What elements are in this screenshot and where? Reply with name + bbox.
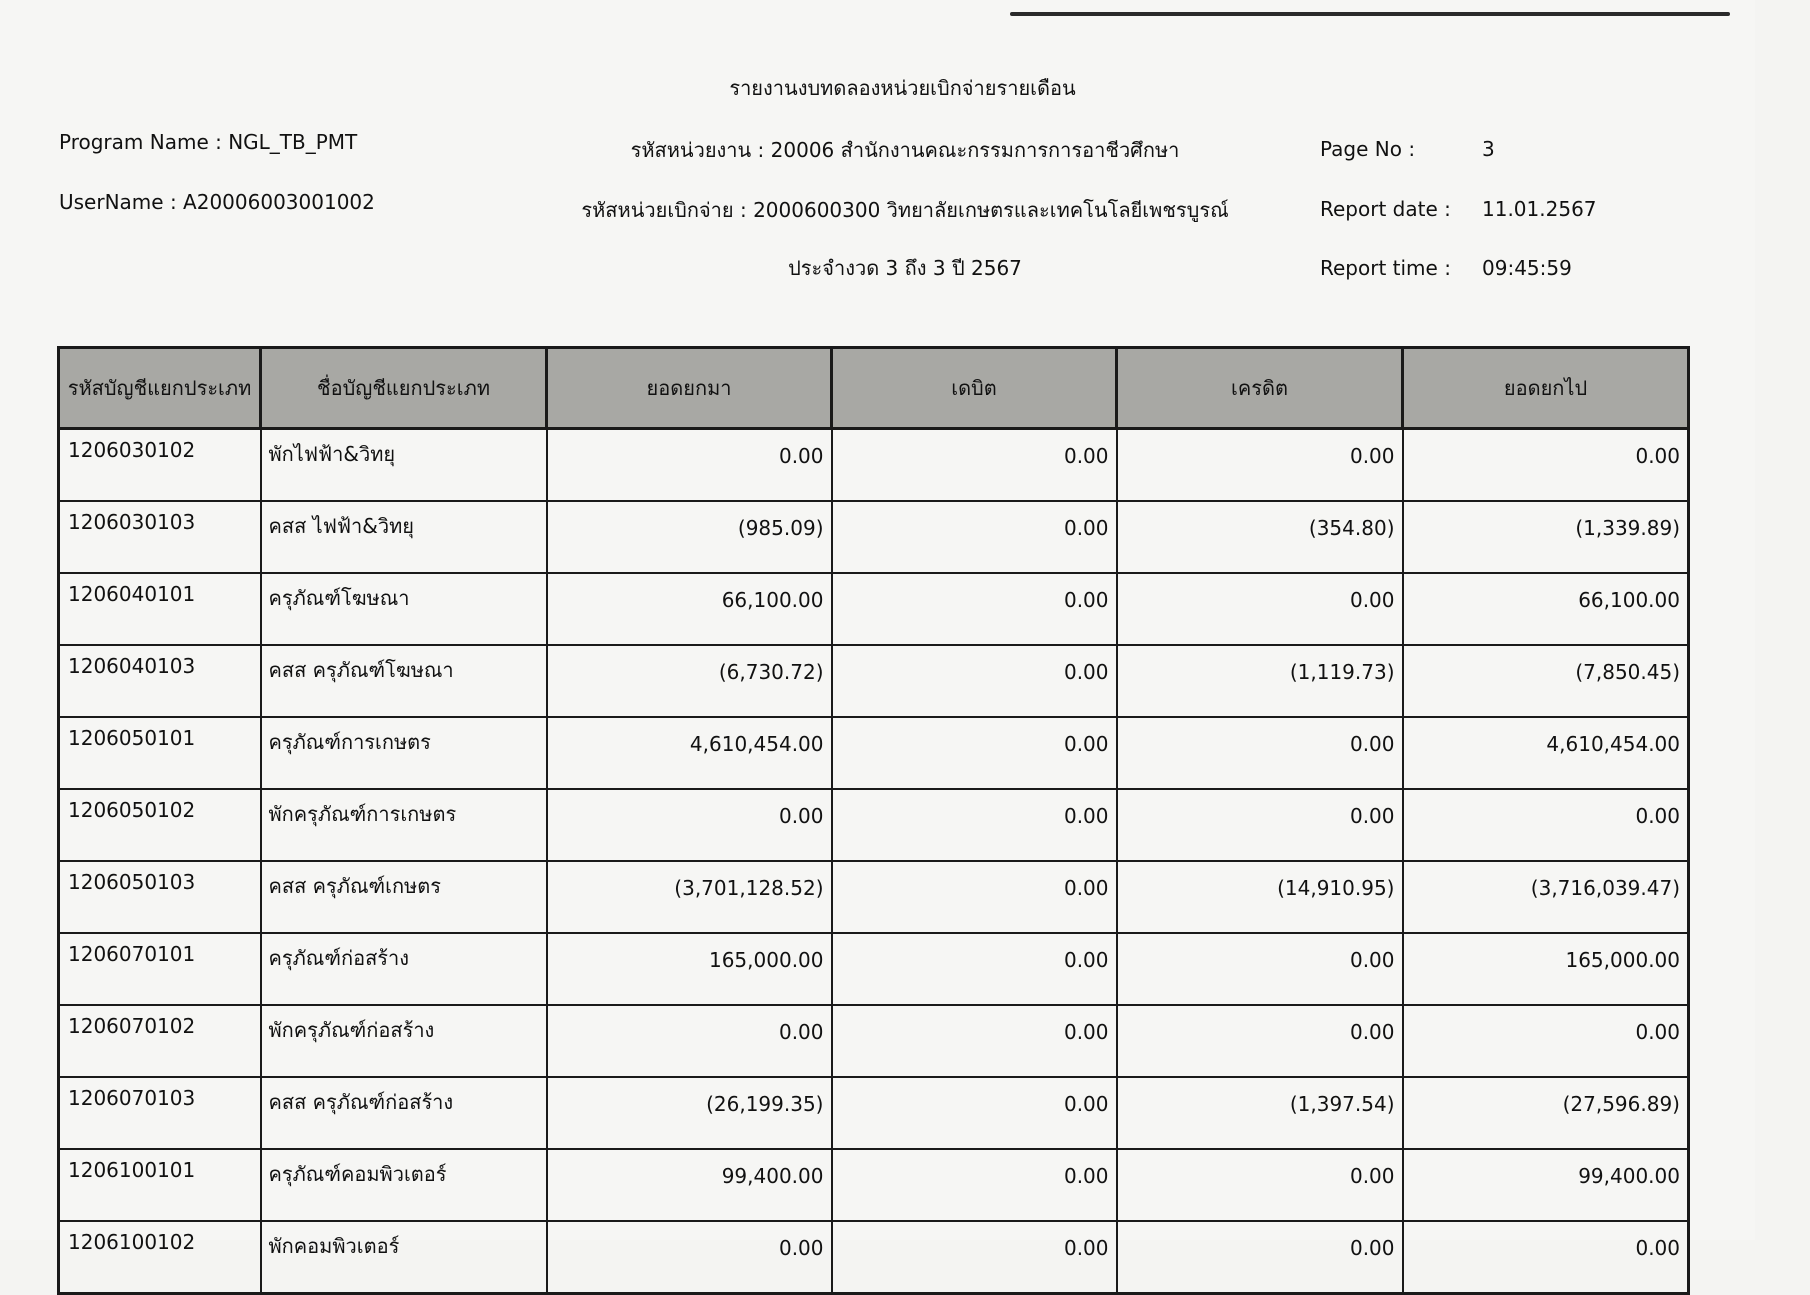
account-code-cell: 1206050101 [59, 717, 261, 789]
carried-forward-cell: 66,100.00 [1403, 573, 1689, 645]
credit-cell: 0.00 [1117, 1221, 1403, 1294]
credit-cell: 0.00 [1117, 933, 1403, 1005]
account-code-cell: 1206070102 [59, 1005, 261, 1077]
account-code-cell: 1206070101 [59, 933, 261, 1005]
debit-cell: 0.00 [832, 1005, 1117, 1077]
table-row [59, 573, 1689, 645]
account-code-cell: 1206040103 [59, 645, 261, 717]
brought-forward-cell: 0.00 [547, 429, 832, 502]
account-name-cell: ครุภัณฑ์โฆษณา [261, 573, 547, 645]
table-row [59, 429, 1689, 502]
report-date-value: 11.01.2567 [1482, 197, 1597, 221]
column-header-brought-forward: ยอดยกมา [547, 348, 832, 429]
credit-cell: 0.00 [1117, 1149, 1403, 1221]
brought-forward-cell: (26,199.35) [547, 1077, 832, 1149]
carried-forward-cell: 0.00 [1403, 789, 1689, 861]
table-row [59, 861, 1689, 933]
debit-cell: 0.00 [832, 1149, 1117, 1221]
debit-cell: 0.00 [832, 1221, 1117, 1294]
debit-cell: 0.00 [832, 573, 1117, 645]
debit-cell: 0.00 [832, 717, 1117, 789]
account-code-cell: 1206050103 [59, 861, 261, 933]
credit-cell: (1,397.54) [1117, 1077, 1403, 1149]
account-name-cell: คสส ครุภัณฑ์ก่อสร้าง [261, 1077, 547, 1149]
ledger-header-row [59, 348, 1689, 429]
credit-cell: (14,910.95) [1117, 861, 1403, 933]
carried-forward-cell: (7,850.45) [1403, 645, 1689, 717]
carried-forward-cell: (27,596.89) [1403, 1077, 1689, 1149]
account-name-cell: คสส ครุภัณฑ์โฆษณา [261, 645, 547, 717]
credit-cell: 0.00 [1117, 1005, 1403, 1077]
ledger-body [59, 429, 1689, 1294]
account-code-cell: 1206070103 [59, 1077, 261, 1149]
debit-cell: 0.00 [832, 429, 1117, 502]
column-header-account-name: ชื่อบัญชีแยกประเภท [261, 348, 547, 429]
account-name-cell: ครุภัณฑ์คอมพิวเตอร์ [261, 1149, 547, 1221]
debit-cell: 0.00 [832, 645, 1117, 717]
account-name-cell: พักคอมพิวเตอร์ [261, 1221, 547, 1294]
column-header-carried-forward: ยอดยกไป [1403, 348, 1689, 429]
debit-cell: 0.00 [832, 789, 1117, 861]
brought-forward-cell: 4,610,454.00 [547, 717, 832, 789]
report-date-label: Report date : [1320, 197, 1451, 221]
account-code-cell: 1206030102 [59, 429, 261, 502]
carried-forward-cell: 0.00 [1403, 1005, 1689, 1077]
account-name-cell: พักไฟฟ้า&วิทยุ [261, 429, 547, 502]
credit-cell: 0.00 [1117, 717, 1403, 789]
table-row [59, 501, 1689, 573]
carried-forward-cell: (3,716,039.47) [1403, 861, 1689, 933]
account-name-cell: พักครุภัณฑ์การเกษตร [261, 789, 547, 861]
page-no-value: 3 [1482, 137, 1495, 161]
brought-forward-cell: 0.00 [547, 789, 832, 861]
column-header-credit: เครดิต [1117, 348, 1403, 429]
brought-forward-cell: 66,100.00 [547, 573, 832, 645]
table-row [59, 1149, 1689, 1221]
brought-forward-cell: (6,730.72) [547, 645, 832, 717]
account-code-cell: 1206030103 [59, 501, 261, 573]
username: UserName : A20006003001002 [59, 190, 375, 214]
account-name-cell: ครุภัณฑ์การเกษตร [261, 717, 547, 789]
table-row [59, 645, 1689, 717]
table-row [59, 1005, 1689, 1077]
account-name-cell: พักครุภัณฑ์ก่อสร้าง [261, 1005, 547, 1077]
scan-edge-line [1010, 12, 1730, 16]
brought-forward-cell: 99,400.00 [547, 1149, 832, 1221]
account-code-cell: 1206100102 [59, 1221, 261, 1294]
ledger-header [59, 348, 1689, 429]
disbursing-unit-line: รหัสหน่วยเบิกจ่าย : 2000600300 วิทยาลัยเกษตรและเทคโนโลยีเพชรบูรณ์ [581, 198, 1229, 222]
account-name-cell: คสส ครุภัณฑ์เกษตร [261, 861, 547, 933]
table-row [59, 933, 1689, 1005]
agency-line: รหัสหน่วยงาน : 20006 สำนักงานคณะกรรมการการอาชีวศึกษา [630, 138, 1180, 162]
column-header-debit: เดบิต [832, 348, 1117, 429]
ledger-table [57, 346, 1690, 1295]
program-name: Program Name : NGL_TB_PMT [59, 130, 358, 154]
debit-cell: 0.00 [832, 933, 1117, 1005]
account-code-cell: 1206100101 [59, 1149, 261, 1221]
table-row [59, 789, 1689, 861]
credit-cell: 0.00 [1117, 429, 1403, 502]
debit-cell: 0.00 [832, 861, 1117, 933]
table-row [59, 1221, 1689, 1294]
report-title: รายงานงบทดลองหน่วยเบิกจ่ายรายเดือน [729, 76, 1076, 100]
carried-forward-cell: 0.00 [1403, 429, 1689, 502]
debit-cell: 0.00 [832, 1077, 1117, 1149]
account-name-cell: ครุภัณฑ์ก่อสร้าง [261, 933, 547, 1005]
account-code-cell: 1206050102 [59, 789, 261, 861]
credit-cell: (354.80) [1117, 501, 1403, 573]
credit-cell: (1,119.73) [1117, 645, 1403, 717]
report-time-label: Report time : [1320, 256, 1451, 280]
period-line: ประจำงวด 3 ถึง 3 ปี 2567 [788, 256, 1022, 280]
column-header-account-code: รหัสบัญชีแยกประเภท [59, 348, 261, 429]
credit-cell: 0.00 [1117, 573, 1403, 645]
report-time-value: 09:45:59 [1482, 256, 1572, 280]
debit-cell: 0.00 [832, 501, 1117, 573]
table-row [59, 717, 1689, 789]
table-row [59, 1077, 1689, 1149]
brought-forward-cell: 0.00 [547, 1005, 832, 1077]
page-no-label: Page No : [1320, 137, 1416, 161]
brought-forward-cell: (985.09) [547, 501, 832, 573]
carried-forward-cell: 165,000.00 [1403, 933, 1689, 1005]
brought-forward-cell: 0.00 [547, 1221, 832, 1294]
brought-forward-cell: 165,000.00 [547, 933, 832, 1005]
brought-forward-cell: (3,701,128.52) [547, 861, 832, 933]
carried-forward-cell: 4,610,454.00 [1403, 717, 1689, 789]
credit-cell: 0.00 [1117, 789, 1403, 861]
carried-forward-cell: 99,400.00 [1403, 1149, 1689, 1221]
carried-forward-cell: 0.00 [1403, 1221, 1689, 1294]
account-code-cell: 1206040101 [59, 573, 261, 645]
carried-forward-cell: (1,339.89) [1403, 501, 1689, 573]
account-name-cell: คสส ไฟฟ้า&วิทยุ [261, 501, 547, 573]
